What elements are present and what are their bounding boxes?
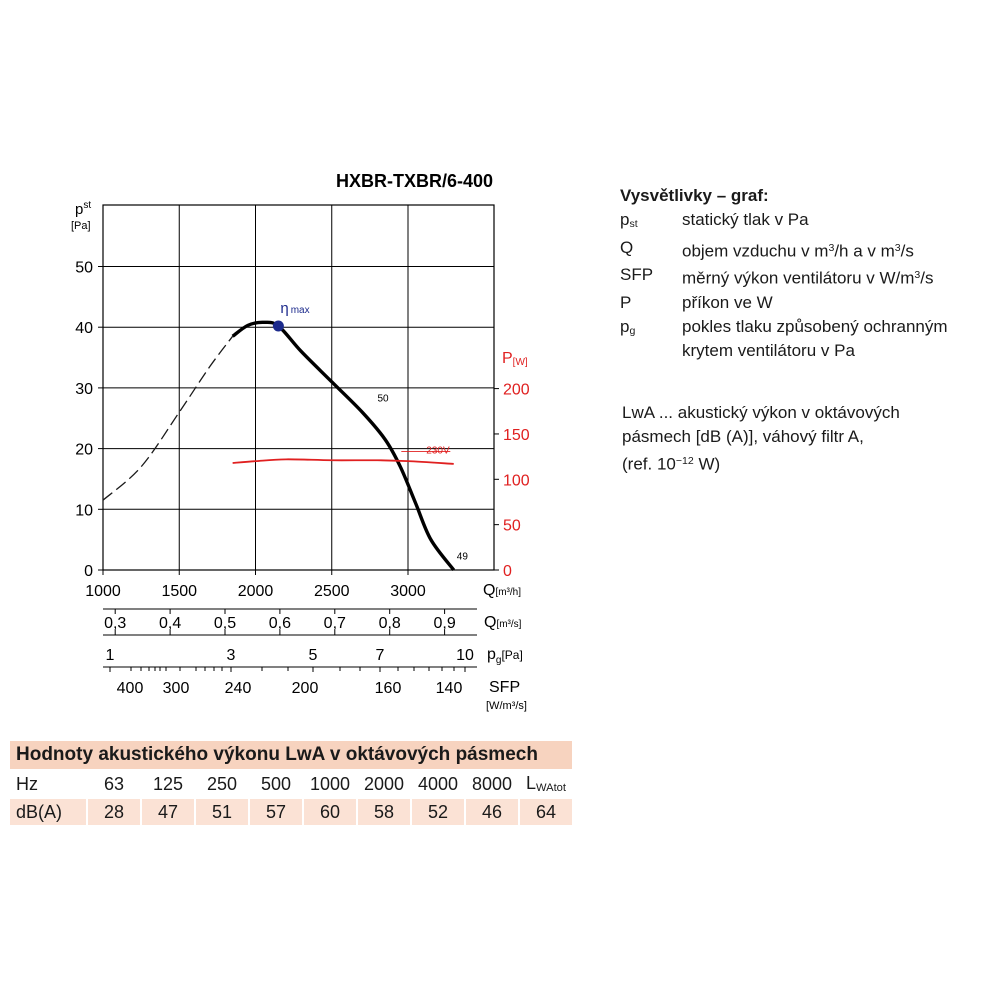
- sound-table-value: 64: [520, 799, 572, 825]
- scale-q-m3s-tick-label: 0,9: [433, 615, 456, 632]
- scale-sfp-tick-label: 400: [116, 680, 144, 697]
- sound-table-value: 58: [358, 799, 410, 825]
- scale-pg-tick-label: 5: [308, 647, 318, 664]
- sound-table-total-label: $L_{WAtot}$: [526, 773, 566, 795]
- sound-table-band: 2000: [363, 773, 405, 794]
- y2-tick-label: 100: [503, 472, 530, 490]
- sound-table-value-row: [10, 799, 572, 825]
- legend-symbol: SFP: [620, 265, 654, 285]
- sound-table-dba-label: dB(A): [10, 799, 86, 825]
- y-tick-label: 10: [75, 502, 93, 520]
- legend-description: statický tlak v Pa: [682, 210, 809, 229]
- sound-table-title: Hodnoty akustického výkonu LwA v oktávových pásmech: [10, 741, 572, 769]
- lwa-note-line2: pásmech [dB (A)], váhový filtr A,: [622, 427, 864, 446]
- legend-symbol: $p_{st}$: [620, 210, 638, 231]
- legend-title: Vysvětlivky – graf:: [620, 186, 769, 205]
- sound-table-band: 1000: [309, 773, 351, 794]
- scale-q-m3s-tick-label: 0,8: [378, 615, 401, 632]
- scale-sfp-tick-label: 240: [224, 680, 252, 697]
- y2-tick-label: 200: [503, 381, 530, 399]
- sound-table-value: 46: [466, 799, 518, 825]
- y-axis-unit: [Pa]: [71, 220, 91, 232]
- legend-description: pokles tlaku způsobený ochranným krytem ventilátoru v Pa: [682, 316, 948, 360]
- lwa-note: [622, 401, 982, 476]
- curves: [103, 322, 454, 570]
- x-axis-ticks: [85, 570, 426, 600]
- voltage-label: 230V: [426, 445, 450, 457]
- scale-pg-label: $p_g[Pa]$: [487, 646, 523, 666]
- x-tick-label: 1500: [161, 583, 198, 600]
- y-tick-label: 40: [75, 320, 93, 338]
- legend-row: [620, 208, 990, 236]
- scale-sfp: [117, 679, 527, 712]
- scale-sfp-unit: [W/m³/s]: [486, 700, 527, 712]
- scale-q-m3s-tick-label: 0,6: [268, 615, 292, 632]
- scale-q-m3s-tick-label: 0,4: [158, 615, 182, 632]
- scale-q-m3s-tick-label: 0,3: [104, 615, 127, 632]
- sound-table-band: 250: [206, 773, 238, 794]
- lwa-note-line3: (ref. $10^{-12}$ W): [622, 454, 721, 474]
- scale-q-m3s: [103, 609, 522, 635]
- legend-description: příkon ve W: [682, 292, 773, 312]
- sound-table-value: 51: [196, 799, 248, 825]
- legend-symbol: P: [620, 292, 632, 312]
- y2-axis-ticks: [494, 382, 530, 580]
- legend-row: [620, 315, 990, 363]
- y-tick-label: 0: [84, 563, 93, 580]
- scale-sfp-label: SFP: [489, 679, 521, 696]
- legend-row: [620, 236, 990, 263]
- scale-sfp-tick-label: 200: [291, 680, 319, 697]
- sound-table-band: 63: [103, 773, 125, 794]
- curve-label-49: 49: [456, 551, 468, 563]
- x-tick-label: 1000: [85, 583, 121, 600]
- legend-panel: [620, 184, 990, 363]
- legend-symbol: Q: [620, 238, 634, 258]
- scale-pg-tick-label: 1: [105, 647, 115, 664]
- sound-table-band: 4000: [417, 773, 459, 794]
- scale-q-m3s-tick-label: 0,7: [323, 615, 346, 632]
- y-tick-label: 50: [75, 259, 93, 277]
- sound-power-table: [8, 739, 574, 827]
- sound-table-value: 28: [88, 799, 140, 825]
- y-axis-ticks: [75, 260, 103, 581]
- legend-description: objem vzduchu v $m^3/h$ a v $m^3/s$: [682, 241, 914, 261]
- scale-sfp-tick-label: 160: [374, 680, 402, 697]
- x-tick-label: 2000: [237, 583, 274, 600]
- y2-axis-label: P[W]: [502, 350, 528, 368]
- y2-tick-label: 0: [503, 563, 512, 580]
- scale-q-m3s-label: Q[m³/s]: [484, 614, 522, 631]
- scale-pg-tick-label: 3: [226, 647, 236, 664]
- lwa-note-line1: LwA ... akustický výkon v oktávových: [622, 403, 900, 422]
- series-power: [233, 459, 454, 464]
- scale-sfp-tick-label: 300: [162, 680, 190, 697]
- chart-annotations: [273, 300, 468, 563]
- y2-tick-label: 50: [503, 517, 521, 535]
- scale-sfp-tick-label: 140: [435, 680, 463, 697]
- eta-max-label: ηmax: [280, 299, 310, 317]
- sound-table-value: 47: [142, 799, 194, 825]
- scale-pg-tick-label: 10: [456, 647, 474, 664]
- sound-table-band: 500: [260, 773, 292, 794]
- plot-grid: [103, 205, 494, 570]
- x-tick-label: 2500: [313, 583, 350, 600]
- series-pressure-solid: [233, 322, 454, 570]
- legend-row: [620, 263, 990, 290]
- series-pressure-dashed: [103, 336, 233, 500]
- chart-title: HXBR-TXBR/6-400: [335, 171, 493, 191]
- scale-q-m3s-tick-label: 0,5: [213, 615, 237, 632]
- y-tick-label: 20: [75, 441, 93, 459]
- y2-tick-label: 150: [503, 426, 530, 444]
- sound-table-hz-label: Hz: [16, 773, 38, 794]
- x-axis-label: Q[m³/h]: [483, 582, 522, 599]
- sound-table-value: 57: [250, 799, 302, 825]
- legend-rows: [620, 208, 990, 363]
- scale-pg-tick-label: 7: [375, 647, 385, 664]
- sound-table-value: 52: [412, 799, 464, 825]
- eta-max-point: [273, 320, 284, 331]
- sound-table-band: 125: [152, 773, 184, 794]
- legend-row: [620, 291, 990, 315]
- sound-table-header-row: [10, 771, 572, 797]
- y-axis-label: $p^{st}$: [75, 200, 92, 218]
- sound-table-value: 60: [304, 799, 356, 825]
- curve-label-50: 50: [377, 393, 389, 405]
- sound-table-band: 8000: [471, 773, 513, 794]
- y-tick-label: 30: [75, 380, 93, 398]
- x-tick-label: 3000: [390, 583, 426, 600]
- legend-description: měrný výkon ventilátoru v $W/m^3/s$: [682, 268, 934, 288]
- scale-pg: [103, 646, 523, 672]
- legend-symbol: $p_g$: [620, 316, 636, 337]
